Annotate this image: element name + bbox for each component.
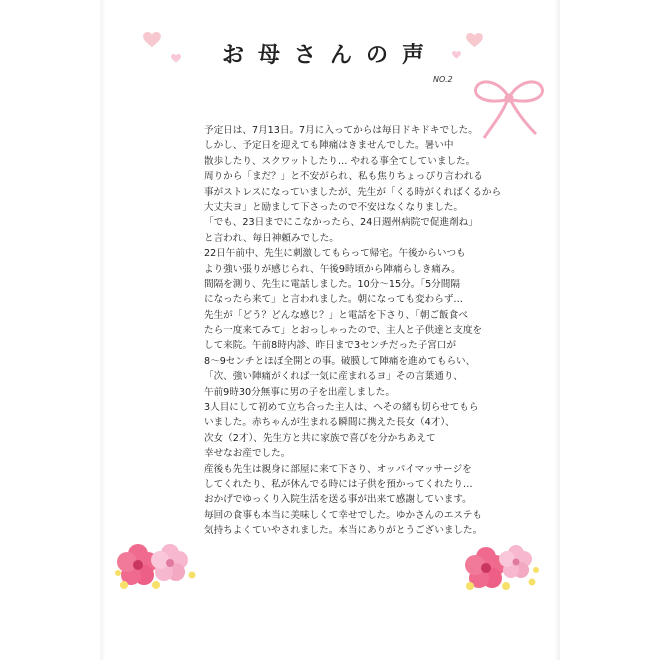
letter-line: になったら来て」と言われました。朝になっても変わらず… [204,294,464,306]
letter-line: 幸せなお産でした。 [204,448,291,460]
letter-line: 3人目にして初めて立ち合った主人は、へその緒も切らせてもら [204,402,479,414]
letter-line: 先生が「どう？どんな感じ？」と電話を下さり、「朝ご飯食べ [204,309,468,321]
letter-line: 次女（2才）、先生方と共に家族で喜びを分かちあえて [204,432,436,444]
letter-line: して来院。午前8時内診、昨日まで3センチだった子宮口が [204,340,457,352]
letter-line: 「でも、23日までにこなかったら、24日週州病院で促進剤ね」 [204,217,478,229]
letter-line: しかし、予定日を迎えても陣痛はきませんでした。暑い中 [204,140,454,152]
letter-line: と言われ、毎日神頼みでした。 [204,232,339,244]
letter-line: いました。赤ちゃんが生まれる瞬間に携えた長女（4才）、 [204,417,455,429]
letter-line: 毎回の食事も本当に美味しくて幸せでした。ゆかさんのエステも [204,509,483,521]
letter-line: 間隔を測り、先生に電話しました。10分〜15分。「5分間隔 [204,278,460,290]
letter-line: おかげでゆっくり入院生活を送る事が出来て感謝しています。 [204,494,472,506]
hibiscus-flowers-icon [112,535,202,595]
letter-line: 大丈夫ヨ」と励まして下さったので不安はなくなりました。 [204,201,464,213]
letter-line: 気持ちよくていやされました。本当にありがとうございました。 [204,525,483,537]
issue-number: NO.2 [433,75,453,84]
letter-line: 産後も先生は親身に部屋に来て下さり、オッパイマッサージを [204,463,472,475]
letter-line: してくれたり、私が休んでる時には子供を預かってくれたり… [204,478,473,490]
page-title: お母さんの声 [221,42,438,68]
letter-line: たら一度来てみて」とおっしゃったので、主人と子供達と支度を [204,325,483,337]
letter-line: 周りから「まだ？」と不安がられ、私も焦りちょっぴり言われる [204,171,483,183]
letter-line: 事がストレスになっていましたが、先生が「くる時がくればくるから [204,186,502,198]
letter-body [204,123,544,539]
letter-line: 「次、強い陣痛がくれば一気に産まれるヨ」その言葉通り、 [204,371,464,383]
letter-line: 予定日は、7月13日。7月に入ってからは毎日ドキドキでした。 [204,125,478,136]
letter-line: 22日午前中、先生に刺激してもらって帰宅。午後からいつも [204,248,466,260]
letter-line: 散歩したり、スクワットしたり… やれる事全てしていました。 [204,155,476,167]
letter-line: 午前9時30分無事に男の子を出産しました。 [204,386,395,398]
hibiscus-flowers-icon [462,536,542,596]
letter-line: より強い張りが感じられ、午後9時頃から陣痛らしき痛み。 [204,263,461,275]
letter-line: 8〜9センチとほぼ全開との事。破膜して陣痛を進めてもらい、 [204,355,476,367]
